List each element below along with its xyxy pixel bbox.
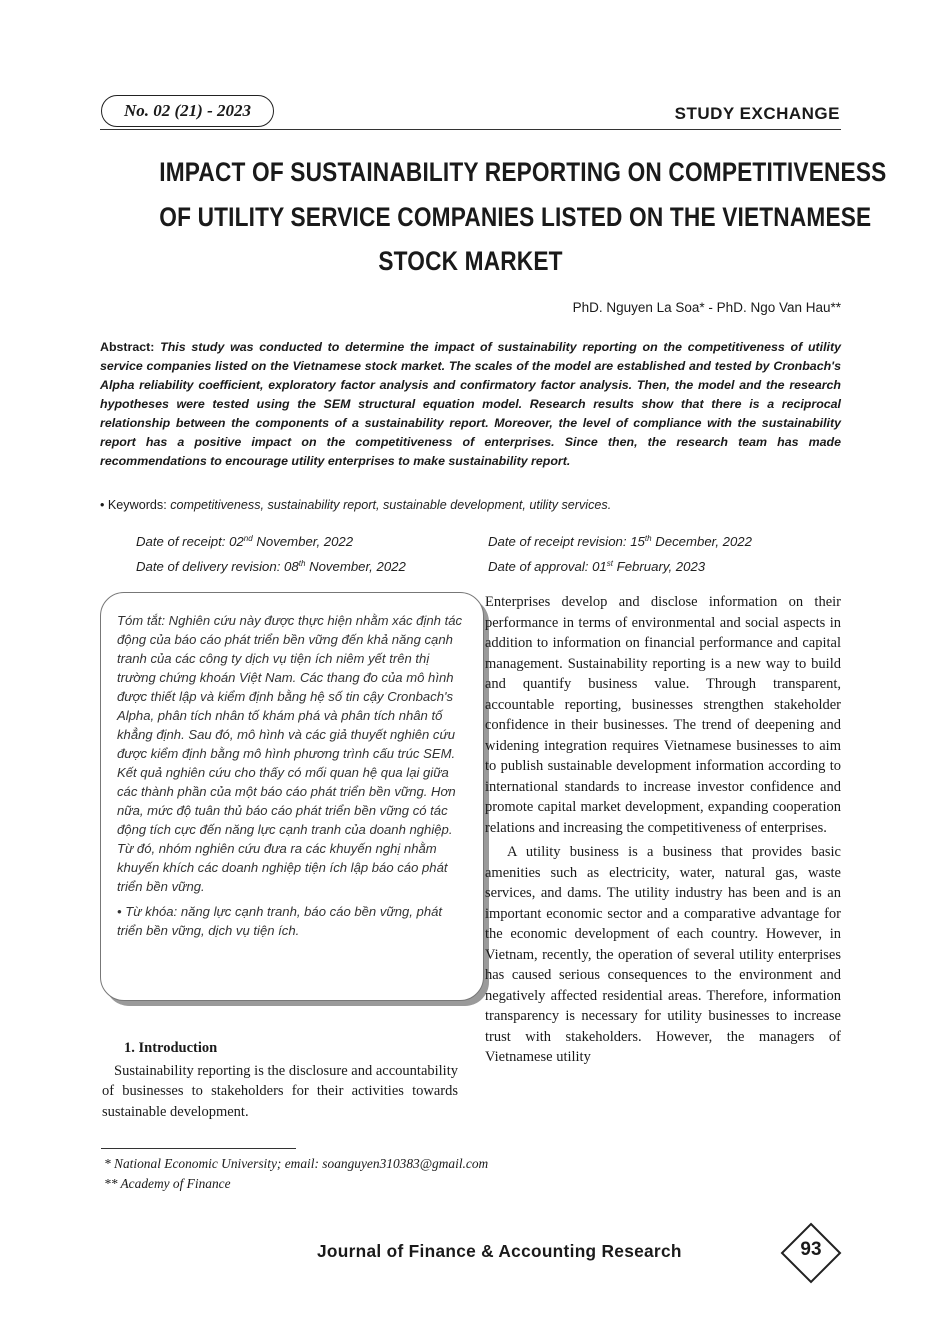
date-approval: Date of approval: 01st February, 2023 bbox=[488, 559, 706, 574]
abstract-text: This study was conducted to determine the impact of sustainability reporting on the competitiveness of utility service companies listed on the Vietnamese stock market. The scales of the model are established and tested by Cronbach's Alpha reliability coefficient, exploratory factor analysis and confirmatory factor analysis. Then, the model and the research hypotheses were tested using the SEM structural equation model. Research results show that there is a reciprocal relationship between the components of a sustainability report. Moreover, the level of compliance with the sustainability report has a positive impact on the competitiveness of enterprises. Since then, the research team has made recommendations to encourage utility enterprises to make sustainability report. bbox=[100, 340, 842, 468]
footnote-rule bbox=[101, 1148, 296, 1149]
vn-abstract-box bbox=[100, 592, 484, 1001]
section-label: STUDY EXCHANGE bbox=[674, 104, 840, 123]
keywords bbox=[100, 498, 841, 512]
body-paragraph: Enterprises develop and disclose information on their performance in terms of environmental and social aspects in addition to information on financial performance and capital management. Sustainability reporting is a new way to build and quantify business value. Through transparent, accountable reporting, businesses strengthen stakeholder confidence in their businesses. The trend of deepening and widening integration requires Vietnamese businesses to aim to publish sustainable development information according to international standards to increase investor confidence and promote capital market development, expanding cooperation relations and increasing the competitiveness of enterprises. bbox=[485, 594, 841, 836]
title-line: STOCK MARKET bbox=[378, 246, 563, 276]
date-delivery-revision: Date of delivery revision: 08th November, 2022 bbox=[136, 559, 406, 574]
page-number: 93 bbox=[800, 1239, 822, 1260]
body-paragraph: A utility business is a business that provides basic amenities such as electricity, water, natural gas, waste services, and dams. The utility industry has been and is an important economic sector and a comparative advantage for the economic development of each country. However, in Vietnam, recently, the operation of several utility enterprises has caused serious consequences to the environment and negatively affected residential areas. Therefore, information transparency is necessary for utility businesses to increase trust with stakeholders. However, the managers of Vietnamese utility bbox=[485, 844, 841, 1065]
intro-paragraph: Sustainability reporting is the disclosure and accountability of businesses to stakeholders for their activities towards sustainable development. bbox=[102, 1062, 458, 1120]
issue-label: No. 02 (21) - 2023 bbox=[101, 95, 274, 127]
intro-heading: 1. Introduction bbox=[124, 1040, 218, 1056]
authors: PhD. Nguyen La Soa* - PhD. Ngo Van Hau** bbox=[572, 300, 841, 315]
date-receipt-revision: Date of receipt revision: 15th December, 2022 bbox=[488, 534, 752, 549]
title-line: OF UTILITY SERVICE COMPANIES LISTED ON THE VIETNAMESE bbox=[159, 201, 872, 232]
vn-keywords: • Từ khóa: năng lực cạnh tranh, báo cáo bền vững, phát triển bền vững, dịch vụ tiện ích. bbox=[117, 904, 443, 938]
journal-name: Journal of Finance & Accounting Research bbox=[317, 1241, 682, 1261]
keywords-label: • Keywords: bbox=[100, 498, 171, 512]
keywords-text: competitiveness, sustainability report, sustainable development, utility services. bbox=[170, 498, 612, 512]
footnote: ** Academy of Finance bbox=[104, 1176, 231, 1191]
title-line: IMPACT OF SUSTAINABILITY REPORTING ON COMPETITIVENESS bbox=[159, 157, 887, 187]
vn-abstract-text: Tóm tắt: Nghiên cứu này được thực hiện nhằm xác định tác động của báo cáo phát triển bền vững đến khả năng cạnh tranh của các công ty dịch vụ tiện ích niêm yết trên thị trường chứng khoán Việt Nam. Các thang đo của mô hình được thiết lập và kiểm định bằng hệ số tin cậy Cronbach's Alpha, phân tích nhân tố khám phá và phân tích nhân tố khẳng định. Sau đó, mô hình và các giả thuyết nghiên cứu được kiểm định bằng mô hình phương trình cấu trúc SEM. Kết quả nghiên cứu cho thấy có mối quan hệ qua lại giữa các thành phần của một báo cáo phát triển bền vững. Hơn nữa, mức độ tuân thủ báo cáo phát triển bền vững có tác động tích cực đến năng lực cạnh tranh của doanh nghiệp. Từ đó, nhóm nghiên cứu đưa ra các khuyến nghị nhằm khuyến khích các doanh nghiệp tiện ích lập báo cáo phát triển bền vững. bbox=[117, 613, 463, 894]
right-column bbox=[485, 592, 841, 1072]
header-rule bbox=[100, 129, 841, 130]
footnote: * National Economic University; email: soanguyen310383@gmail.com bbox=[104, 1156, 489, 1171]
introduction bbox=[102, 1038, 458, 1122]
article-title bbox=[159, 150, 887, 284]
abstract bbox=[100, 338, 841, 471]
abstract-label: Abstract: bbox=[100, 340, 161, 354]
date-receipt: Date of receipt: 02nd November, 2022 bbox=[136, 534, 354, 549]
